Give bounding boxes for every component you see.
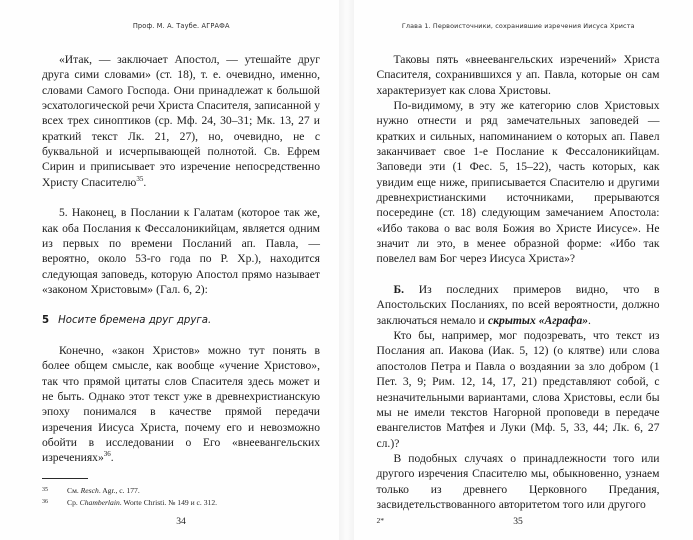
left-running-head: Проф. М. А. Таубе. АГРАФА (132, 22, 230, 30)
footnote-item (42, 497, 320, 509)
footnote-separator-rule (42, 478, 88, 479)
section-emphasis: скрытых «Аграфа» (488, 313, 589, 327)
section-label: Б. (393, 283, 405, 297)
right-page (347, 0, 693, 540)
paragraph: По-видимому, в эту же категорию слов Христовых нужно отнести и ряд замечательных заповедей — кратких и сильных, напоминанием о которых ап. Павел заканчивает свое 1-е Послание к Фессалоникийцам. Заповеди эти (1 Фес. 5, 15–22), часть которых, как увидим еще ниже, приписывается Спасителю и другими древнехристианскими источниками, прерываются посередине (ст. 18) следующим замечанием Апостола: «Ибо такова о вас воля Божия во Христе Иисусе». Не значит ли это, в менее образной форме: «Ибо так повелел вам Бог через Иисуса Христа»? (376, 99, 660, 266)
paragraph: «Итак, — заключает Апостол, — утешайте друг друга сими словами» (ст. 18), т. е. очевидно, именно, словами Самого Господа. Они принадлежат к большой эсхатологической речи Христа Спасителя, записанной у всех трех синоптиков (ср. Мф. 24, 30–31; Мк. 13, 27 и краткий текст Лк. 21, 27), но, очевидно, не с буквальной и исчерпывающей полнотой. Св. Ефрем Сирин и приписывает это изречение непосредственно Христу Спасителю$^{35}$. (42, 53, 320, 189)
footnote-block (42, 478, 320, 508)
footnote-suffix: . Worte Christi. № 149 и с. 312. (119, 497, 218, 507)
right-text-column (377, 52, 660, 512)
footnote-text (67, 497, 320, 509)
left-page-number: 34 (176, 516, 186, 527)
verse-number: 5 (42, 314, 50, 326)
paragraph-section-b (377, 282, 660, 328)
footnote-prefix: Ср. (67, 497, 80, 507)
signature-mark: 2* (376, 516, 385, 525)
paragraph-text: Конечно, «закон Христов» можно тут понять в более общем смысле, как вообще «учение Христово», так что прямой цитаты слов Спасителя здесь может и не быть. Однако этот текст уже в древнехристианскую эпоху понимался в качестве прямой передачи изречения Иисуса Христа, почему его и невозможно обойти в исследовании о Его «внеевангельских изречениях» (42, 344, 320, 465)
footnote-number: 35 (42, 487, 48, 493)
paragraph: Таковы пять «внеевангельских изречений» Христа Спасителя, сохранившихся у ап. Павла, которые он сам характеризует как слова Христовы. (376, 53, 660, 97)
footnote-author: Chamberlain (79, 497, 120, 507)
footnote-marker: 36 (103, 450, 111, 459)
section-tail: . (588, 313, 591, 327)
footnote-suffix: . Agr., с. 177. (98, 486, 140, 495)
paragraph: Конечно, «закон Христов» можно тут понять в более общем смысле, как вообще «учение Христово», так что прямой цитаты слов Спасителя здесь может и не быть. Однако этот текст уже в древнехристианскую эпоху понимался в качестве прямой передачи изречения Иисуса Христа, почему его и невозможно обойти в исследовании о Его «внеевангельских изречениях»$^{36}$. (42, 344, 320, 465)
left-text-column (42, 52, 320, 466)
right-running-head: Глава 1. Первоисточники, сохранившие изречения Иисуса Христа (401, 22, 635, 30)
paragraph-text: «Итак, — заключает Апостол, — утешайте друг друга сими словами» (ст. 18), т. е. очевидно, именно, словами Самого Господа. Они принадлежат к большой эсхатологической речи Христа Спасителя, записанной у всех трех синоптиков (ср. Мф. 24, 30–31; Мк. 13, 27 и краткий текст Лк. 21, 27), но, очевидно, не с буквальной и исчерпывающей полнотой. Св. Ефрем Сирин и приписывает это изречение непосредственно Христу Спасителю (42, 53, 320, 189)
right-page-number: 35 (513, 516, 523, 527)
footnote-item (42, 485, 320, 497)
footnote-text (67, 485, 320, 497)
paragraph: Кто бы, например, мог подозревать, что текст из Послания ап. Иакова (Иак. 5, 12) (о клятве) или слова апостолов Петра и Павла о воздаянии за зло добром (1 Пет. 3, 9; Рим. 12, 14, 17, 21) представляют собой, с незначительными вариантами, слова Христовы, если бы мы не имели текстов Нагорной проповеди в передаче евангелистов Матфея и Луки (Мф. 5, 33, 44; Лк. 6, 27 сл.)? (376, 329, 660, 450)
footnote-number: 36 (42, 498, 48, 505)
footnote-marker: 35 (136, 174, 144, 183)
paragraph: 5. Наконец, в Послании к Галатам (которое так же, как оба Послания к Фессалоникийцам, является одним из первых по времени Посланий ап. Павла, — вероятно, около 53-го года по Р. Хр.), находится следующая заповедь, которую Апостол прямо называет «законом Христовым» (Гал. 6, 2): (42, 206, 320, 297)
verse-text: Носите бремена друг друга. (58, 314, 212, 326)
paragraph: В подобных случаях о принадлежности того или другого изречения Спасителю мы, обыкновенно, узнаем только из древнего Церковного Предания, засвидетельствованного авторитетом того или другого (376, 451, 660, 511)
section-lead-text: Из последних примеров видно, что в Апостольских Посланиях, по всей вероятности, должно заключаться немало и (376, 283, 660, 327)
footnote-author: Resch (80, 486, 99, 495)
footnote-prefix: См. (67, 486, 81, 495)
verse-line (42, 313, 320, 328)
